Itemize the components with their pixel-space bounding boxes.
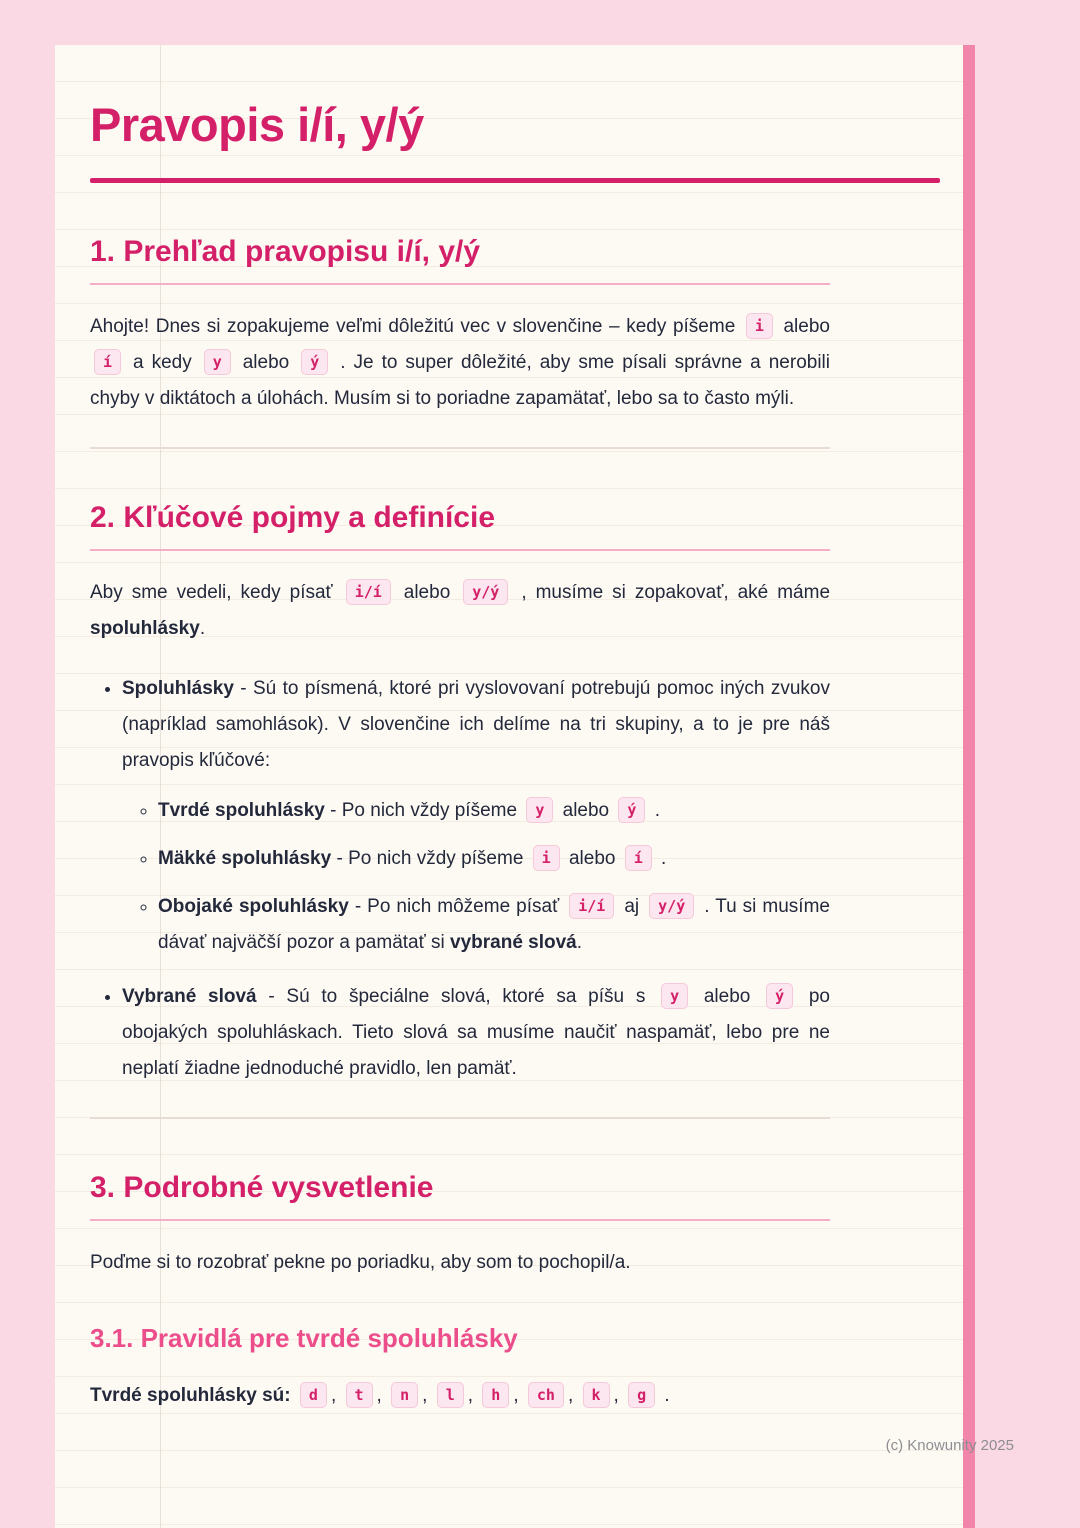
bold-text: Tvrdé spoluhlásky — [158, 800, 325, 821]
list-item-obojake-spoluhlasky — [158, 889, 830, 961]
inline-code-chip: i — [746, 313, 773, 339]
definitions-list — [90, 671, 830, 1087]
text-run: alebo — [563, 848, 621, 869]
inline-code-chip: n — [391, 1382, 418, 1408]
inline-code-chip: ch — [528, 1382, 564, 1408]
bold-text: vybrané slová — [450, 932, 577, 953]
section-3-paragraph — [90, 1245, 830, 1281]
text-run: a kedy — [125, 352, 200, 373]
text-run: . — [576, 932, 583, 953]
inline-code-chip: i/í — [346, 579, 391, 605]
inline-code-chip: t — [346, 1382, 373, 1408]
list-item-vybrane-slova — [122, 979, 830, 1087]
text-run: , — [613, 1385, 625, 1406]
document-content — [90, 97, 940, 1414]
section-3-heading: 3. Podrobné vysvetlenie — [90, 1171, 830, 1221]
text-run: alebo — [692, 986, 763, 1007]
inline-code-chip: d — [300, 1382, 327, 1408]
text-run: , musíme si zopakovať, aké máme — [512, 582, 831, 603]
section-1-paragraph — [90, 309, 830, 417]
inline-code-chip: y/ý — [649, 893, 694, 919]
bold-text: Obojaké spoluhlásky — [158, 896, 349, 917]
text-run: alebo — [557, 800, 615, 821]
text-run: - Sú to špeciálne slová, ktoré sa píšu s — [256, 986, 658, 1007]
inline-code-chip: y/ý — [463, 579, 508, 605]
text-run: - Po nich môžeme písať — [348, 896, 566, 917]
hard-consonants-line — [90, 1378, 830, 1414]
text-run: . — [199, 618, 206, 639]
text-run: . Je to super dôležité, aby sme písali správne a nerobili chyby v diktátoch a úlohách. Musím si to poriadne zapamätať, lebo sa to často mýli. — [90, 352, 830, 409]
text-run: , — [467, 1385, 479, 1406]
inline-code-chip: y — [526, 797, 553, 823]
inline-code-chip: g — [628, 1382, 655, 1408]
subsection-3-1-heading: 3.1. Pravidlá pre tvrdé spoluhlásky — [90, 1323, 518, 1353]
inline-code-chip: y — [204, 349, 231, 375]
text-run: Poďme si to rozobrať pekne po poriadku, aby som to pochopil/a. — [90, 1252, 631, 1273]
text-run: Aby sme vedeli, kedy písať — [90, 582, 342, 603]
bold-text: Tvrdé spoluhlásky sú: — [90, 1385, 296, 1406]
text-run: alebo — [394, 582, 460, 603]
inline-code-chip: ý — [618, 797, 645, 823]
inline-code-chip: í — [625, 845, 652, 871]
section-1-heading: 1. Prehľad pravopisu i/í, y/ý — [90, 235, 830, 285]
notebook-paper — [55, 45, 975, 1528]
inline-code-chip: y — [661, 983, 688, 1009]
list-item-tvrde-spoluhlasky — [158, 793, 830, 829]
text-run: . — [659, 1385, 670, 1406]
inline-code-chip: i — [533, 845, 560, 871]
list-item-makke-spoluhlasky — [158, 841, 830, 877]
bold-text: Spoluhlásky — [122, 678, 234, 699]
copyright-note: (c) Knowunity 2025 — [885, 1437, 1014, 1454]
text-run: Ahojte! Dnes si zopakujeme veľmi dôležitú vec v slovenčine – kedy píšeme — [90, 316, 742, 337]
text-run: aj — [618, 896, 646, 917]
list-item-spoluhlasky-text — [122, 678, 830, 771]
section-2-heading: 2. Kľúčové pojmy a definície — [90, 501, 830, 551]
text-run: , — [422, 1385, 433, 1406]
text-run: , — [513, 1385, 524, 1406]
inline-code-chip: í — [94, 349, 121, 375]
text-run: . — [649, 800, 660, 821]
text-run: po obojakých spoluhláskach. Tieto slová sa musíme naučiť naspamäť, lebo pre ne neplatí žiadne jednoduché pravidlo, len pamäť. — [122, 986, 831, 1079]
text-run: alebo — [234, 352, 298, 373]
inline-code-chip: ý — [301, 349, 328, 375]
text-run: - Po nich vždy píšeme — [331, 848, 529, 869]
text-run: - Po nich vždy píšeme — [324, 800, 523, 821]
text-run: . Tu si musíme dávať najväčší pozor a pamätať si — [158, 896, 830, 953]
section-divider-1 — [90, 447, 830, 449]
text-run: , — [330, 1385, 342, 1406]
bold-text: spoluhlásky — [90, 618, 200, 639]
bold-text: Mäkké spoluhlásky — [158, 848, 332, 869]
document-title: Pravopis i/í, y/ý — [90, 98, 424, 151]
text-run: . — [655, 848, 667, 869]
inline-code-chip: l — [437, 1382, 464, 1408]
inline-code-chip: ý — [766, 983, 793, 1009]
text-run: , — [376, 1385, 388, 1406]
inline-code-chip: k — [583, 1382, 610, 1408]
section-divider-2 — [90, 1117, 830, 1119]
inline-code-chip: i/í — [569, 893, 614, 919]
section-2-paragraph — [90, 575, 830, 647]
text-run: alebo — [776, 316, 830, 337]
list-item-spoluhlasky — [122, 671, 830, 961]
text-run: - Sú to písmená, ktoré pri vyslovovaní potrebujú pomoc iných zvukov (napríklad samohlások). V slovenčine ich delíme na tri skupiny, a to je pre náš pravopis kľúčové: — [122, 678, 830, 771]
text-run: , — [567, 1385, 579, 1406]
consonant-types-list — [122, 793, 830, 961]
bold-text: Vybrané slová — [122, 986, 257, 1007]
inline-code-chip: h — [482, 1382, 509, 1408]
title-rule — [90, 178, 940, 183]
